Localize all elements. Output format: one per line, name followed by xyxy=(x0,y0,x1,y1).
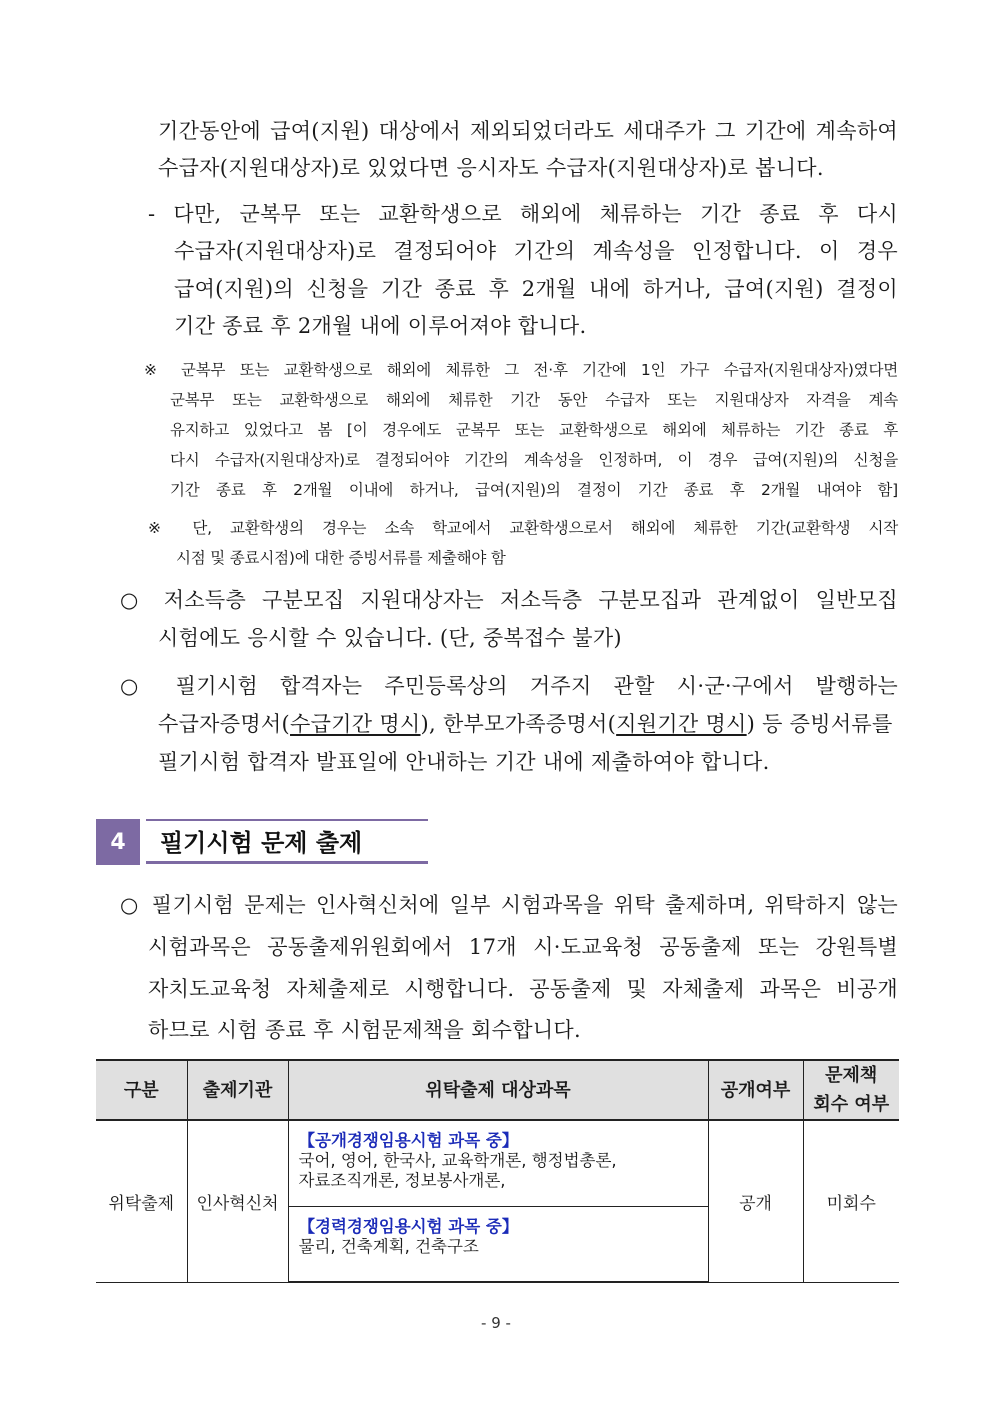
header-line: 회수 여부 xyxy=(813,1094,890,1115)
note-line: 군복무 또는 교환학생으로 해외에 체류한 기간 동안 수급자 또는 지원대상자 자격을 계속 xyxy=(170,391,898,409)
table-cell-open-status: 공개 xyxy=(708,1120,803,1282)
table-cell-category: 위탁출제 xyxy=(96,1120,187,1282)
dash-item-line: 급여(지원)의 신청을 기간 종료 후 2개월 내에 하거나, 급여(지원) 결정이 xyxy=(174,277,898,301)
table-header: 출제기관 xyxy=(187,1060,288,1120)
table-header-row xyxy=(96,1060,899,1120)
subject-line: 물리, 건축계획, 건축구조 xyxy=(298,1236,479,1256)
bullet-line: 시험에도 응시할 수 있습니다. (단, 중복접수 불가) xyxy=(158,626,622,650)
paragraph-line: 수급자(지원대상자)로 있었다면 응시자도 수급자(지원대상자)로 봅니다. xyxy=(158,156,824,180)
section-paragraph-line: 하므로 시험 종료 후 시험문제책을 회수합니다. xyxy=(148,1018,581,1042)
section-paragraph-line: ○ 필기시험 문제는 인사혁신처에 일부 시험과목을 위탁 출제하며, 위탁하지 않는 xyxy=(120,893,898,917)
note-line: 유지하고 있었다고 봄 [이 경우에도 군복무 또는 교환학생으로 해외에 체류하는 기간 종료 후 xyxy=(170,421,898,439)
underlined-text: 수급기간 명시 xyxy=(290,712,421,736)
section-paragraph-line: 시험과목은 공동출제위원회에서 17개 시·도교육청 공동출제 또는 강원특별 xyxy=(148,935,898,959)
paragraph-line: 기간동안에 급여(지원) 대상에서 제외되었더라도 세대주가 그 기간에 계속하여 xyxy=(158,119,898,143)
exam-subject-table xyxy=(96,1059,899,1283)
subject-line: 자료조직개론, 정보봉사개론, xyxy=(298,1171,506,1190)
note-line: 기간 종료 후 2개월 이내에 하거나, 급여(지원)의 결정이 기간 종료 후 2개월 내여야 함] xyxy=(170,481,898,499)
section-paragraph-line: 자치도교육청 자체출제로 시행합니다. 공동출제 및 자체출제 과목은 비공개 xyxy=(148,977,898,1001)
subject-group-title: 【경력경쟁임용시험 과목 중】 xyxy=(298,1216,519,1236)
table-header: 위탁출제 대상과목 xyxy=(288,1060,708,1120)
section-number: 4 xyxy=(96,819,140,865)
subject-line: 국어, 영어, 한국사, 교육학개론, 행정법총론, xyxy=(298,1151,617,1170)
page-number: - 9 - xyxy=(481,1314,511,1332)
table-cell-subjects xyxy=(288,1120,708,1206)
underlined-text: 지원기간 명시 xyxy=(616,712,747,736)
text-segment: ), 한부모가족증명서( xyxy=(420,712,617,736)
bullet-line: 필기시험 합격자 발표일에 안내하는 기간 내에 제출하여야 합니다. xyxy=(158,750,770,774)
dash-item-line: - 다만, 군복무 또는 교환학생으로 해외에 체류하는 기간 종료 후 다시 xyxy=(148,202,898,226)
table-header xyxy=(803,1060,899,1120)
section-header xyxy=(96,819,428,865)
note-line: 시점 및 종료시점)에 대한 증빙서류를 제출해야 함 xyxy=(176,549,506,567)
text-segment: ) 등 증빙서류를 xyxy=(746,712,893,736)
dash-item-line: 기간 종료 후 2개월 내에 이루어져야 합니다. xyxy=(174,314,587,338)
subject-group-title: 【공개경쟁임용시험 과목 중】 xyxy=(298,1131,519,1150)
dash-item-line: 수급자(지원대상자)로 결정되어야 기간의 계속성을 인정합니다. 이 경우 xyxy=(174,239,898,263)
table-cell-subjects xyxy=(288,1206,708,1282)
bullet-line xyxy=(158,708,898,738)
bullet-line: ○ 필기시험 합격자는 주민등록상의 거주지 관할 시·군·구에서 발행하는 xyxy=(120,674,898,698)
table-header: 구분 xyxy=(96,1060,187,1120)
text-segment: 수급자증명서( xyxy=(158,712,291,736)
note-line: 다시 수급자(지원대상자)로 결정되어야 기간의 계속성을 인정하며, 이 경우 급여(지원)의 신청을 xyxy=(170,451,898,469)
table-row xyxy=(96,1120,899,1206)
bullet-line: ○ 저소득층 구분모집 지원대상자는 저소득층 구분모집과 관계없이 일반모집 xyxy=(120,588,898,612)
section-divider xyxy=(146,861,428,864)
table-cell-agency: 인사혁신처 xyxy=(187,1120,288,1282)
note-line: ※ 단, 교환학생의 경우는 소속 학교에서 교환학생으로서 해외에 체류한 기간(교환학생 시작 xyxy=(148,519,898,537)
section-title: 필기시험 문제 출제 xyxy=(160,828,363,857)
table-cell-collect-status: 미회수 xyxy=(803,1120,899,1282)
note-line: ※ 군복무 또는 교환학생으로 해외에 체류한 그 전·후 기간에 1인 가구 수급자(지원대상자)였다면 xyxy=(144,361,898,379)
header-line: 문제책 xyxy=(825,1065,878,1086)
table-header: 공개여부 xyxy=(708,1060,803,1120)
